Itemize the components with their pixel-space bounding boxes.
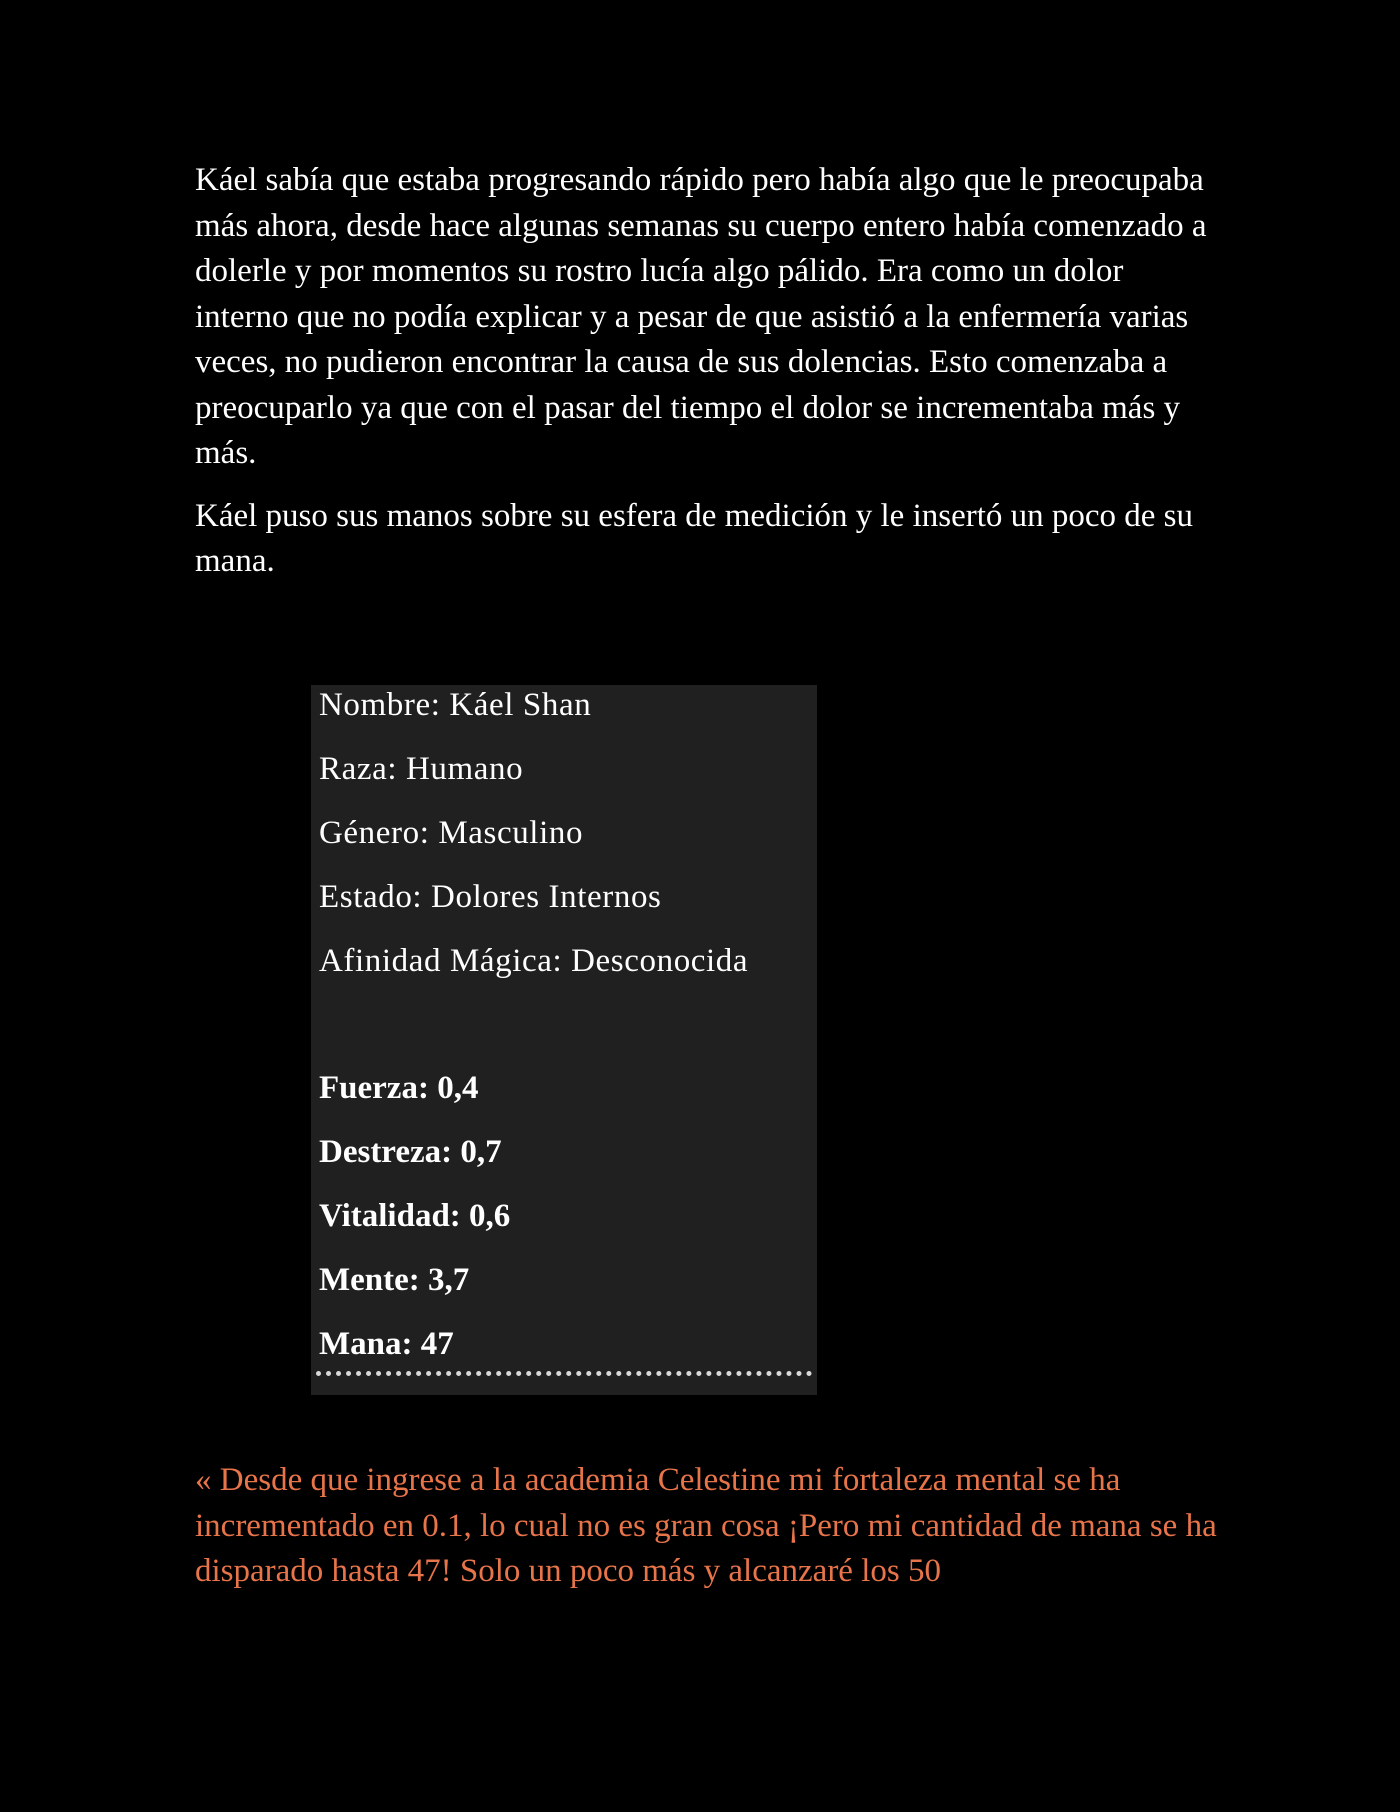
status-afinidad: Afinidad Mágica: Desconocida [319,943,749,979]
inner-thought: « Desde que ingrese a la academia Celestine mi fortaleza mental se ha incrementado en 0.1, lo cual no es gran cosa ¡Pero mi cantidad de mana se ha disparado hasta 47! Solo un poco más y alcanzaré los 50 [195,1462,1217,1589]
narrative-paragraph-1: Káel sabía que estaba progresando rápido pero había algo que le preocupaba más ahora, desde hace algunas semanas su cuerpo entero había comenzado a dolerle y por momentos su rostro lucía algo pálido. Era como un dolor interno que no podía explicar y a pesar de que asistió a la enfermería varias veces, no pudieron encontrar la causa de sus dolencias. Esto comenzaba a preocuparlo ya que con el pasar del tiempo el dolor se incrementaba más y más. [195,162,1207,471]
stat-destreza: Destreza: 0,7 [319,1134,502,1170]
status-nombre: Nombre: Káel Shan [319,687,592,723]
status-genero: Género: Masculino [319,815,584,851]
stat-mente: Mente: 3,7 [319,1262,470,1298]
status-estado: Estado: Dolores Internos [319,879,662,915]
narrative-paragraph-2: Káel puso sus manos sobre su esfera de medición y le insertó un poco de su mana. [195,497,1194,579]
status-raza: Raza: Humano [319,751,524,787]
stat-fuerza: Fuerza: 0,4 [319,1070,479,1106]
dotted-divider [316,1371,812,1376]
stat-mana: Mana: 47 [319,1326,454,1362]
stat-vitalidad: Vitalidad: 0,6 [319,1198,511,1234]
narrative-text [195,158,1225,585]
status-panel [311,685,817,1395]
